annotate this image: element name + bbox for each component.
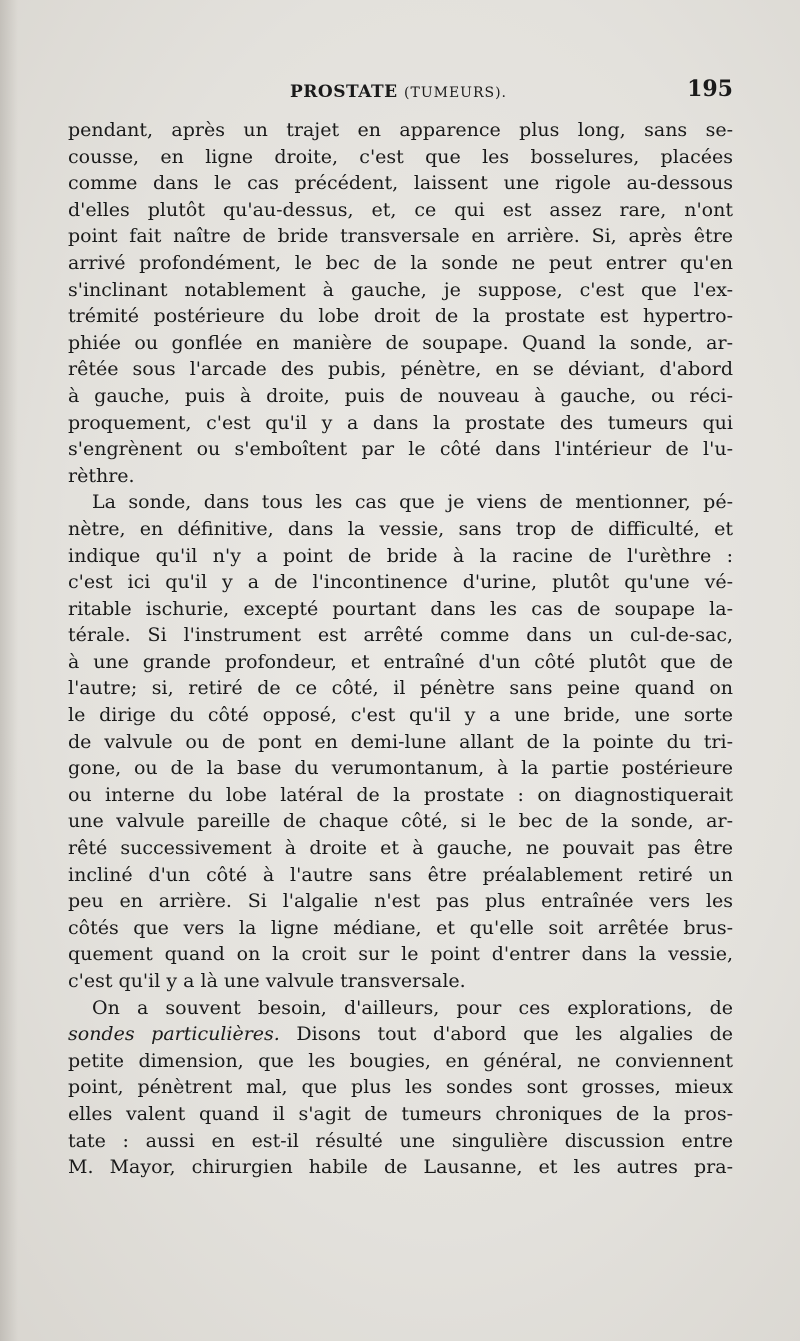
text-line: nètre, en définitive, dans la vessie, sans trop de difficulté, et	[68, 517, 733, 540]
text-line: rêtée sous l'arcade des pubis, pénètre, en se déviant, d'abord	[68, 358, 733, 381]
text-line: s'engrènent ou s'emboîtent par le côté dans l'intérieur de l'u-	[68, 438, 733, 461]
text-line: proquement, c'est qu'il y a dans la prostate des tumeurs qui	[68, 411, 733, 434]
text-line: On a souvent besoin, d'ailleurs, pour ces explorations, de	[92, 996, 733, 1019]
text-line: le dirige du côté opposé, c'est qu'il y a une bride, une sorte	[68, 704, 733, 727]
text-line: incliné d'un côté à l'autre sans être préalablement retiré un	[68, 863, 733, 886]
text-line: rèthre.	[68, 464, 135, 487]
text-line: pendant, après un trajet en apparence plus long, sans se-	[68, 119, 733, 141]
text-line: ritable ischurie, excepté pourtant dans les cas de soupape la-	[68, 597, 733, 620]
text-line: l'autre; si, retiré de ce côté, il pénètre sans peine quand on	[68, 677, 733, 700]
page-header	[68, 76, 733, 106]
text-line: à gauche, puis à droite, puis de nouveau à gauche, ou réci-	[68, 384, 733, 407]
text-line: peu en arrière. Si l'algalie n'est pas plus entraînée vers les	[68, 890, 733, 913]
text-line: elles valent quand il s'agit de tumeurs chroniques de la pros-	[68, 1102, 733, 1125]
text-line: tate : aussi en est-il résulté une singulière discussion entre	[68, 1129, 733, 1152]
running-title-main: PROSTATE	[290, 82, 398, 102]
text-line: gone, ou de la base du verumontanum, à la partie postérieure	[68, 757, 733, 780]
text-line: indique qu'il n'y a point de bride à la racine de l'urèthre :	[68, 544, 733, 567]
text-line: térale. Si l'instrument est arrêté comme dans un cul-de-sac,	[68, 624, 733, 647]
text-line: de valvule ou de pont en demi-lune allant de la pointe du tri-	[68, 730, 733, 753]
text-line: point, pénètrent mal, que plus les sondes sont grosses, mieux	[68, 1076, 733, 1099]
text-line: comme dans le cas précédent, laissent une rigole au-dessous	[68, 172, 733, 195]
paragraph-1	[68, 117, 733, 489]
binding-shadow	[0, 0, 18, 1341]
text-line: phiée ou gonflée en manière de soupape. Quand la sonde, ar-	[68, 331, 733, 354]
text-line: d'elles plutôt qu'au-dessus, et, ce qui est assez rare, n'ont	[68, 198, 733, 221]
paragraph-3	[68, 995, 733, 1181]
text-line-rest: Disons tout d'abord que les algalies de	[279, 1023, 733, 1046]
text-line: M. Mayor, chirurgien habile de Lausanne, et les autres pra-	[68, 1156, 733, 1179]
text-line: c'est ici qu'il y a de l'incontinence d'urine, plutôt qu'une vé-	[68, 571, 733, 594]
running-title-sub: (TUMEURS).	[404, 85, 508, 101]
text-line: à une grande profondeur, et entraîné d'un côté plutôt que de	[68, 650, 733, 673]
paragraph-2	[68, 489, 733, 994]
text-line: trémité postérieure du lobe droit de la prostate est hypertro-	[68, 305, 733, 328]
text-line: cousse, en ligne droite, c'est que les bosselures, placées	[68, 145, 733, 168]
text-line: arrivé profondément, le bec de la sonde ne peut entrer qu'en	[68, 251, 733, 274]
body-text	[68, 117, 733, 1181]
text-line: s'inclinant notablement à gauche, je suppose, c'est que l'ex-	[68, 278, 733, 301]
text-line: c'est qu'il y a là une valvule transversale.	[68, 970, 466, 992]
text-line: La sonde, dans tous les cas que je viens de mentionner, pé-	[92, 491, 733, 514]
text-line: côtés que vers la ligne médiane, et qu'elle soit arrêtée brus-	[68, 916, 733, 939]
text-line: rêté successivement à droite et à gauche, ne pouvait pas être	[68, 837, 733, 860]
text-line	[68, 1021, 733, 1048]
text-line: ou interne du lobe latéral de la prostate : on diagnostiquerait	[68, 783, 733, 806]
running-title	[290, 82, 507, 102]
text-line: quement quand on la croit sur le point d'entrer dans la vessie,	[68, 943, 733, 966]
text-line: point fait naître de bride transversale en arrière. Si, après être	[68, 225, 733, 248]
italic-phrase: sondes particulières.	[68, 1023, 280, 1046]
text-line: petite dimension, que les bougies, en général, ne conviennent	[68, 1049, 733, 1072]
page-number: 195	[687, 76, 733, 102]
text-line: une valvule pareille de chaque côté, si le bec de la sonde, ar-	[68, 810, 733, 833]
